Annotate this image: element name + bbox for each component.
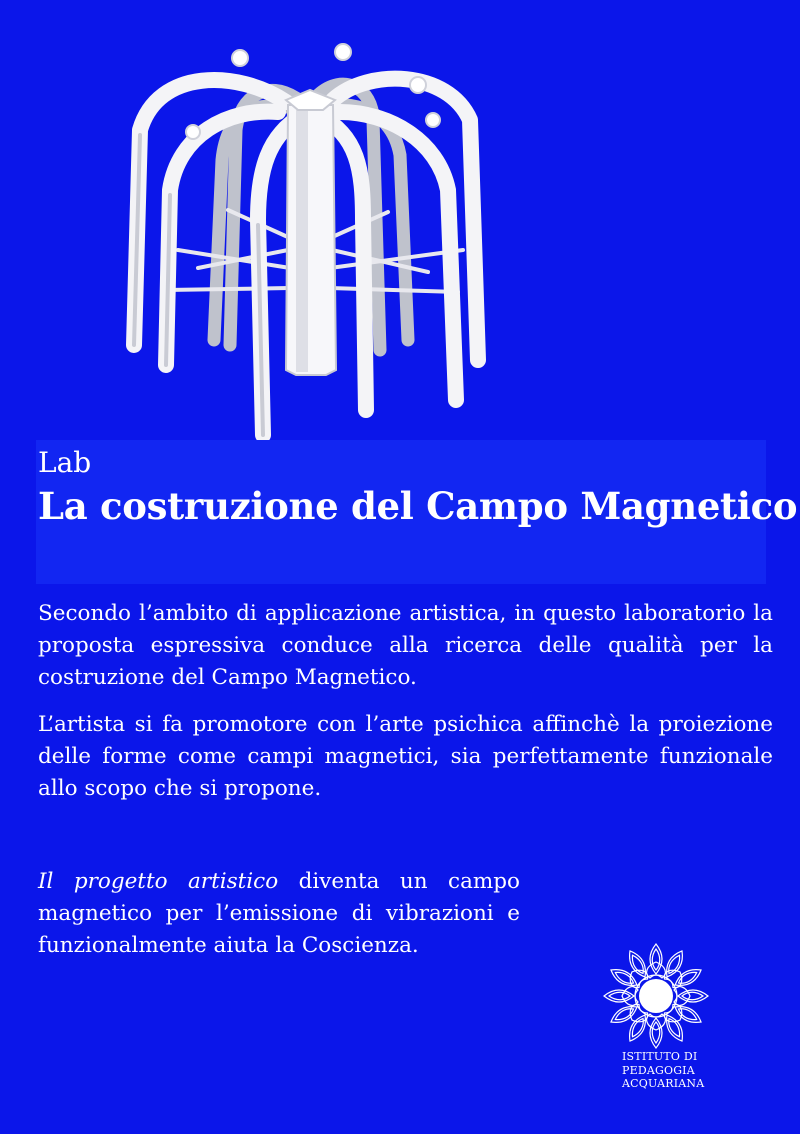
magnetic-field-sculpture-image bbox=[118, 40, 508, 445]
institute-name-line-3: ACQUARIANA bbox=[622, 1077, 705, 1090]
section-label: Lab bbox=[38, 446, 92, 479]
closing-emphasis: Il progetto artistico bbox=[38, 869, 279, 894]
lotus-mandala-icon bbox=[602, 940, 710, 1052]
institute-name-line-1: ISTITUTO DI bbox=[622, 1050, 698, 1063]
closing-text: diventa un campo magnetico per l’emissione di vibrazioni e funzionalmente aiuta la Coscienza. bbox=[38, 869, 520, 958]
body-paragraph-1: Secondo l’ambito di applicazione artistica, in questo laboratorio la proposta espressiva conduce alla ricerca delle qualità per la costruzione del Campo Magnetico. bbox=[38, 601, 773, 690]
institute-name bbox=[622, 1050, 704, 1091]
institute-name-line-2: PEDAGOGIA bbox=[622, 1063, 695, 1077]
body-paragraph-2: L’artista si fa promotore con l’arte psichica affinchè la proiezione delle forme come campi magnetici, sia perfettamente funzionale allo scopo che si propone. bbox=[38, 712, 773, 801]
closing-paragraph bbox=[38, 866, 520, 962]
page-title: La costruzione del Campo Magnetico bbox=[38, 484, 798, 528]
